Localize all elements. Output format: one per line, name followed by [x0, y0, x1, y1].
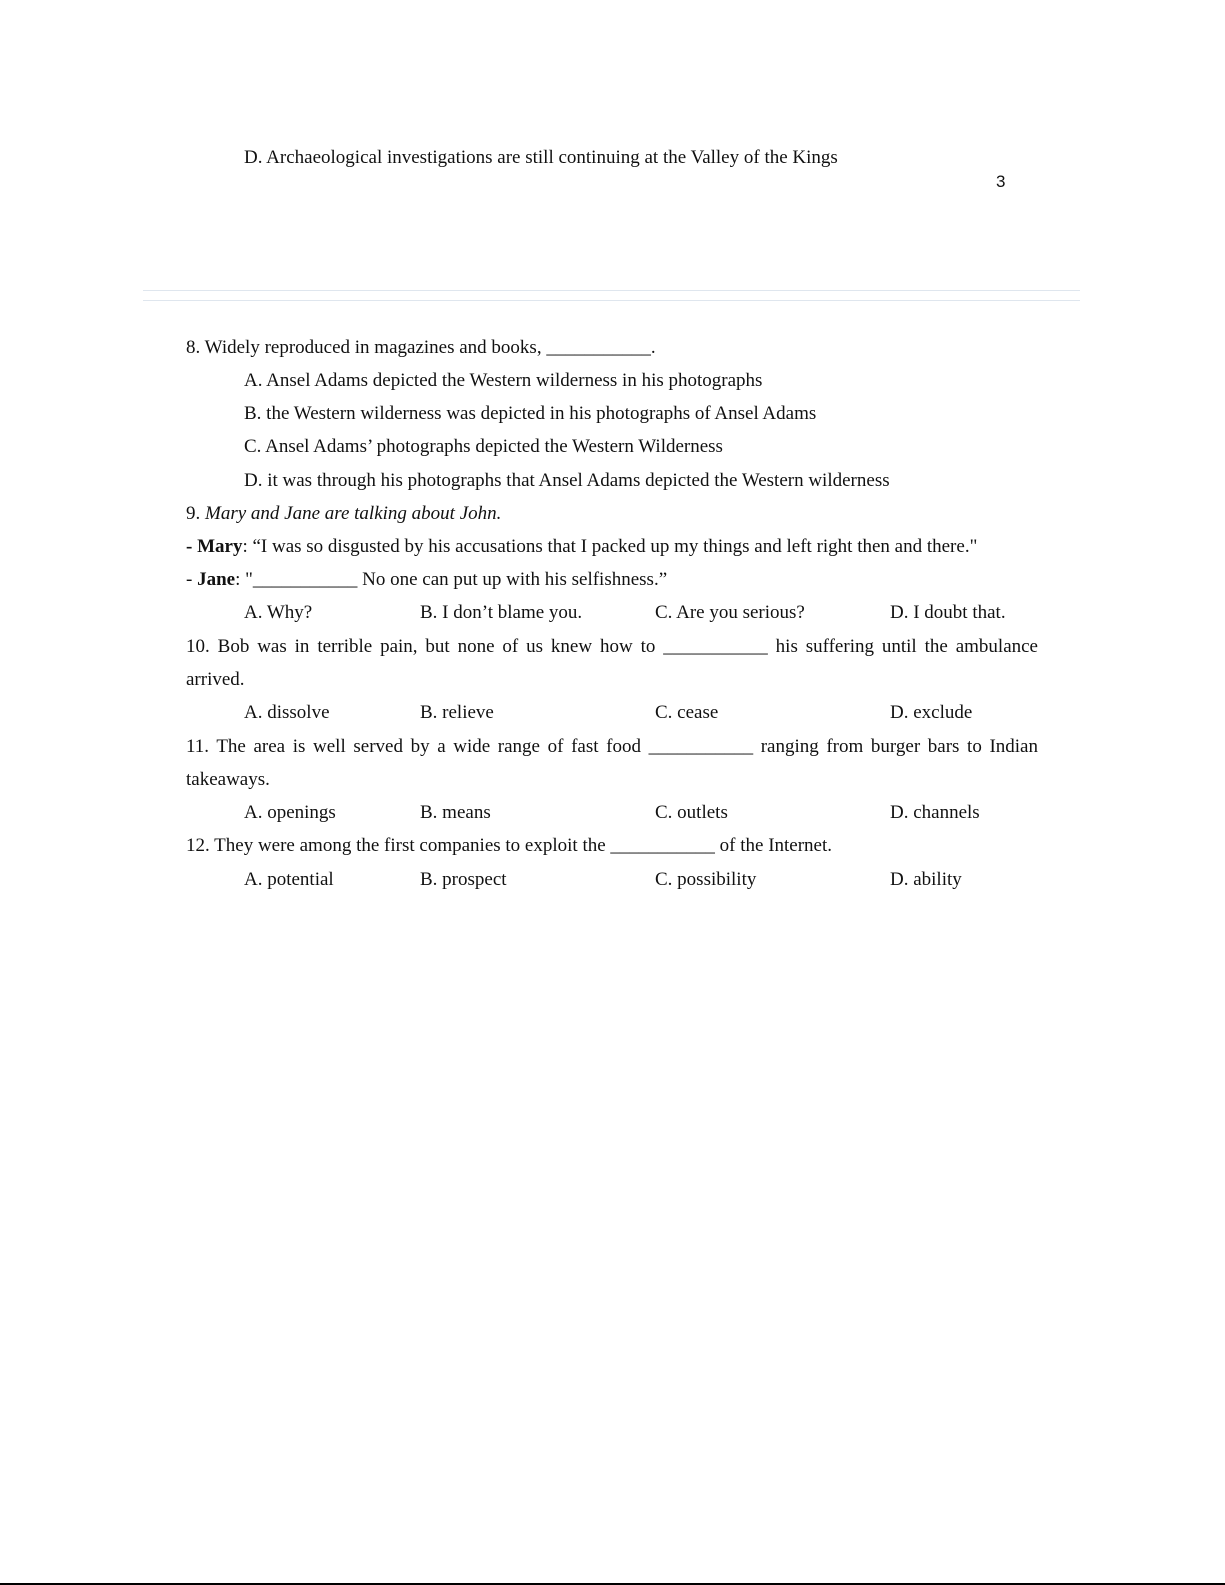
question-11-options	[244, 801, 1044, 825]
page-number: 3	[996, 172, 1006, 191]
question-11-option-a: A. openings	[244, 802, 336, 823]
question-8-option-a: A. Ansel Adams depicted the Western wilderness in his photographs	[244, 370, 763, 391]
mary-name: Mary	[197, 536, 243, 557]
question-9-number: 9.	[186, 503, 201, 524]
question-12-option-d: D. ability	[890, 869, 962, 890]
question-11-option-c: C. outlets	[655, 802, 728, 823]
question-10-option-b: B. relieve	[420, 702, 494, 723]
question-9-mary-line	[186, 535, 1038, 559]
page-break-divider-top	[143, 290, 1080, 291]
question-12-option-c: C. possibility	[655, 869, 757, 890]
jane-speech: : "___________ No one can put up with his selfishness.”	[235, 569, 668, 590]
question-12-option-a: A. potential	[244, 869, 334, 890]
mary-prefix: -	[186, 536, 198, 557]
question-10-option-d: D. exclude	[890, 702, 973, 723]
question-8-option-c: C. Ansel Adams’ photographs depicted the Western Wilderness	[244, 436, 723, 457]
question-11-option-d: D. channels	[890, 802, 980, 823]
question-8-option-b: B. the Western wilderness was depicted in his photographs of Ansel Adams	[244, 403, 817, 424]
question-9-stem	[186, 502, 1038, 526]
question-9-option-d: D. I doubt that.	[890, 602, 1006, 623]
question-9-options	[244, 601, 1044, 625]
jane-name: Jane	[197, 569, 236, 590]
question-9-context: Mary and Jane are talking about John.	[205, 503, 502, 524]
question-12-option-b: B. prospect	[420, 869, 507, 890]
question-10-options	[244, 701, 1044, 725]
question-9-option-b: B. I don’t blame you.	[420, 602, 583, 623]
jane-prefix: -	[186, 569, 198, 590]
question-8-stem: 8. Widely reproduced in magazines and books, ___________.	[186, 337, 656, 358]
question-11-option-b: B. means	[420, 802, 491, 823]
question-10-stem-line-2: arrived.	[186, 669, 245, 690]
question-12-options	[244, 868, 1044, 892]
question-11-stem-line-1: 11. The area is well served by a wide range of fast food ___________ ranging from burger bars to Indian	[186, 736, 1038, 757]
question-10-option-c: C. cease	[655, 702, 719, 723]
mary-speech: : “I was so disgusted by his accusations that I packed up my things and left right then and there."	[242, 536, 978, 557]
question-12-stem: 12. They were among the first companies to exploit the ___________ of the Internet.	[186, 835, 833, 856]
previous-question-option-d: D. Archaeological investigations are still continuing at the Valley of the Kings	[244, 147, 838, 168]
question-9-option-c: C. Are you serious?	[655, 602, 805, 623]
question-10-stem-line-1: 10. Bob was in terrible pain, but none of us knew how to ___________ his suffering until the ambulance	[186, 636, 1038, 657]
question-10-option-a: A. dissolve	[244, 702, 330, 723]
question-9-jane-line	[186, 568, 1038, 592]
question-9-option-a: A. Why?	[244, 602, 313, 623]
question-8-option-d: D. it was through his photographs that Ansel Adams depicted the Western wilderness	[244, 470, 890, 491]
page-break-divider-bottom	[143, 300, 1080, 301]
question-11-stem-line-2: takeaways.	[186, 769, 270, 790]
